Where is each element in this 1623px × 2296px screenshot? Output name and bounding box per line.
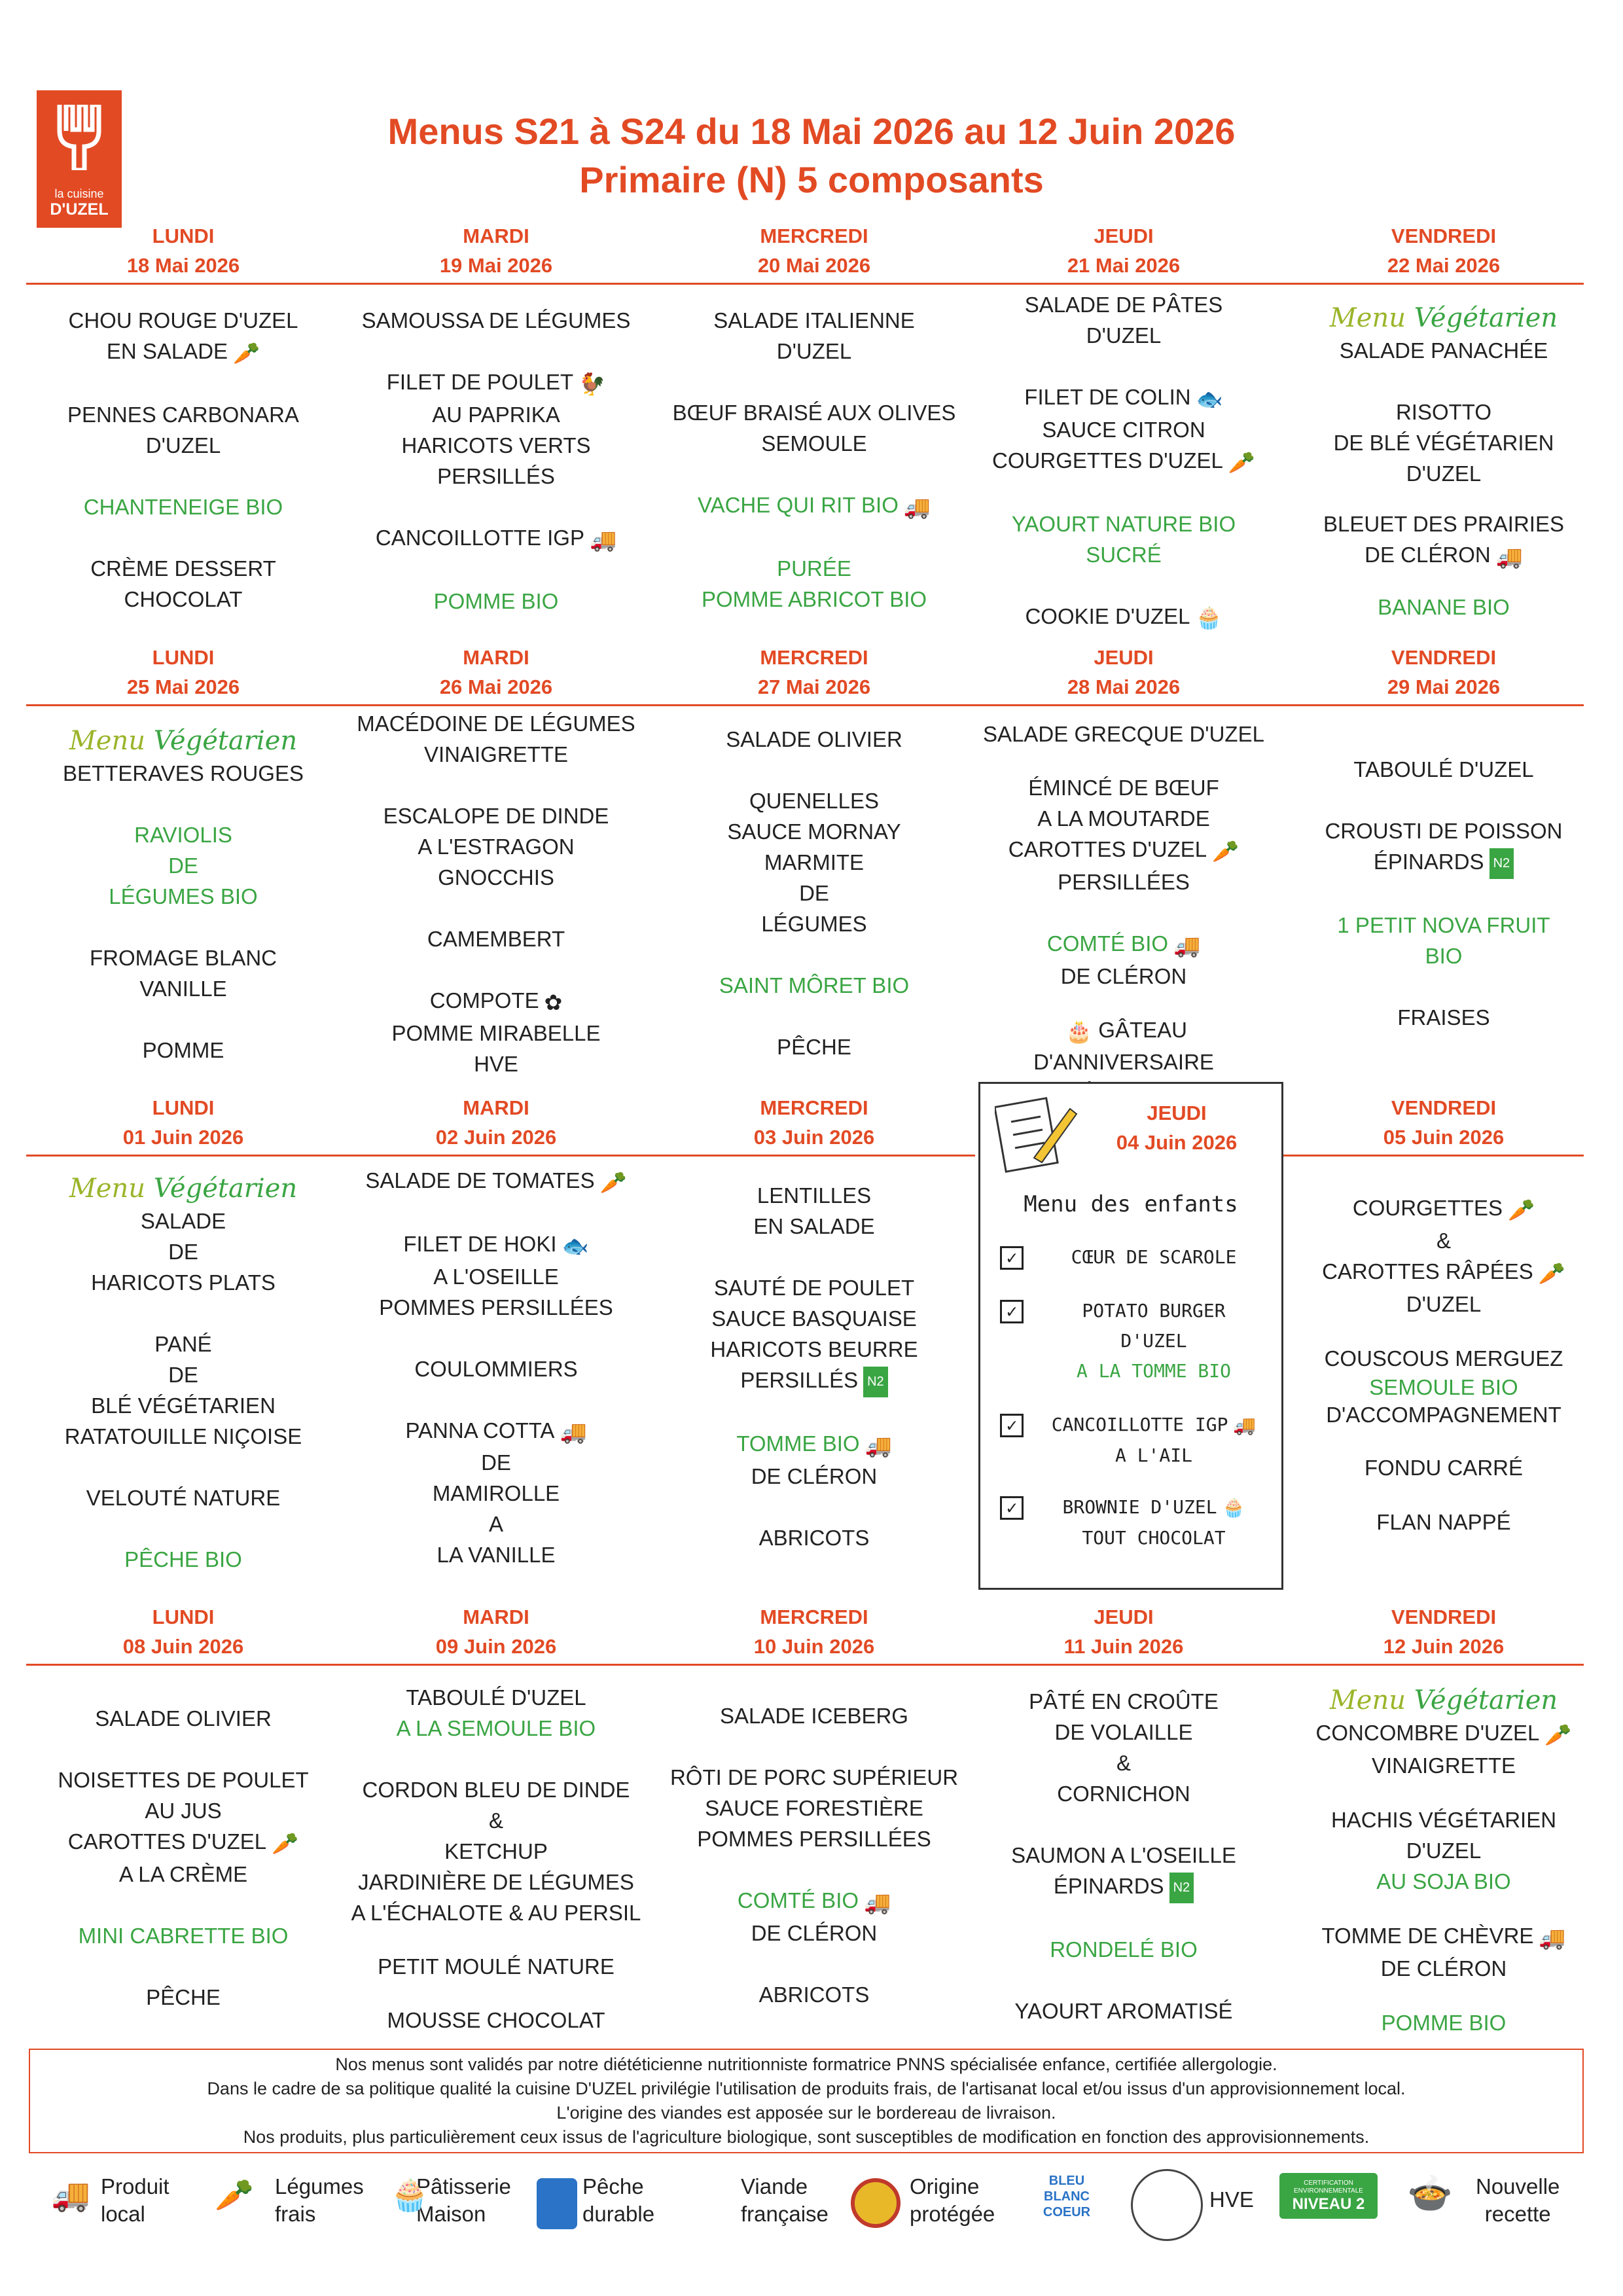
page-title: Menus S21 à S24 du 18 Mai 2026 au 12 Juin 2026 [387, 111, 1236, 152]
local-product-icon: 🚚 [1539, 1925, 1566, 1950]
checklist-icon [995, 1096, 1080, 1174]
week-divider [26, 704, 1584, 706]
local-product-icon: 🚚 [51, 2178, 90, 2213]
day-header: MERCREDI 27 Mai 2026 [757, 646, 871, 698]
day-header: LUNDI 01 Juin 2026 [122, 1096, 244, 1149]
menu-lundi-w1: CHOU ROUGE D'UZEL EN SALADE 🥕 PENNES CARBONARA D'UZEL CHANTENEIGE BIO CRÈME DESSERT CHOCOLAT [67, 308, 299, 611]
legend-french-meat: Viande française [741, 2174, 829, 2226]
day-header: MARDI 09 Juin 2026 [435, 1605, 557, 1658]
week-divider [26, 1155, 975, 1157]
menu-jeudi-w2: SALADE GRECQUE D'UZEL ÉMINCÉ DE BŒUF A LA MOUTARDE CAROTTES D'UZEL 🥕 PERSILLÉES COMTÉ BIO 🚚 DE CLÉRON 🎂 GÂTEAU D'ANNIVERSAIRE [983, 722, 1264, 1075]
local-product-icon: 🚚 [1233, 1414, 1257, 1436]
fresh-vegetables-icon: 🥕 [1228, 450, 1255, 475]
week-divider [26, 1664, 1584, 1666]
checkbox-icon: ✓ [1000, 1300, 1024, 1323]
menu-lundi-w4: SALADE OLIVIER NOISETTES DE POULET AU JUS CAROTTES D'UZEL 🥕 A LA CRÈME MINI CABRETTE BIO PÊCHE [58, 1706, 309, 2009]
day-header: MARDI 02 Juin 2026 [435, 1096, 557, 1149]
page-subtitle: Primaire (N) 5 composants [579, 159, 1044, 200]
legend-sustainable-fishing: Pêche durable [537, 2173, 654, 2228]
logo-line1: la cuisine [54, 187, 104, 200]
fresh-vegetables-icon: 🥕 [1538, 1261, 1565, 1285]
menu-mercredi-w4: SALADE ICEBERG RÔTI DE PORC SUPÉRIEUR SAUCE FORESTIÈRE POMMES PERSILLÉES COMTÉ BIO 🚚 DE CLÉRON ABRICOTS [669, 1704, 959, 2007]
checkbox-icon: ✓ [1000, 1414, 1024, 1437]
homemade-pastry-icon: 🧁 [390, 2178, 429, 2213]
day-header: MARDI 19 Mai 2026 [439, 224, 553, 277]
fresh-vegetables-icon: 🥕 [272, 1831, 299, 1856]
legend-homemade-pastry: 🧁 Pâtisserie Maison [390, 2174, 511, 2226]
checkbox-icon: ✓ [1000, 1246, 1024, 1270]
fresh-vegetables-icon: 🥕 [1508, 1197, 1535, 1222]
kids-menu-sheet: JEUDI 04 Juin 2026 Menu des enfants ✓ CŒUR DE SCAROLE ✓ POTATO BURGER D'UZEL A LA TOMME BIO ✓ CANCOILLOTTE IGP 🚚 A L'AIL ✓ BROWNIE D'UZEL 🧁 TOUT CHOCOLAT [978, 1082, 1283, 1590]
local-product-icon: 🚚 [1495, 544, 1523, 569]
day-header: MERCREDI 20 Mai 2026 [757, 224, 871, 277]
menu-jeudi-w4: PÂTÉ EN CROÛTE DE VOLAILLE & CORNICHON SAUMON A L'OSEILLE ÉPINARDS N2 RONDELÉ BIO YAOURT AROMATISÉ [1011, 1689, 1236, 2023]
hve-icon: ✿ [544, 990, 563, 1014]
menu-vendredi-w2: TABOULÉ D'UZEL CROUSTI DE POISSON ÉPINARDS N2 1 PETIT NOVA FRUIT BIO FRAISES [1325, 757, 1563, 1030]
vegetarian-menu-label: Menu Végétarien [1329, 303, 1558, 333]
day-header: JEUDI 04 Juin 2026 [1116, 1102, 1238, 1154]
certification-niveau2-icon: CERTIFICATION ENVIRONNEMENTALE NIVEAU 2 [1279, 2173, 1378, 2219]
logo-line2: D'UZEL [50, 200, 109, 219]
legend-certification [1279, 2173, 1378, 2219]
day-header: LUNDI 08 Juin 2026 [122, 1605, 244, 1658]
fresh-vegetables-icon: 🥕 [1544, 1722, 1572, 1747]
menu-lundi-w2: Menu Végétarien BETTERAVES ROUGES RAVIOLIS DE LÉGUMES BIO FROMAGE BLANC VANILLE POMME [29, 724, 337, 1066]
legend-bleu-blanc-coeur [1034, 2173, 1099, 2220]
vegetarian-menu-label: Menu Végétarien [69, 1174, 298, 1204]
menu-mercredi-w3: LENTILLES EN SALADE SAUTÉ DE POULET SAUCE BASQUAISE HARICOTS BEURRE PERSILLÉS N2 TOMME BIO 🚚 DE CLÉRON ABRICOTS [710, 1183, 918, 1550]
fresh-vegetables-icon: 🥕 [1212, 838, 1240, 863]
day-header: VENDREDI 22 Mai 2026 [1387, 224, 1501, 277]
fresh-vegetables-icon: 🥕 [599, 1170, 627, 1194]
legend-new-recipe: 🍲 Nouvelle recette [1407, 2172, 1560, 2226]
certification-niveau2-icon: N2 [1169, 1873, 1194, 1903]
french-meat-icon: 🐓 [579, 371, 606, 396]
certification-niveau2-icon: N2 [863, 1367, 888, 1397]
footer-notice: Nos menus sont validés par notre diététicienne nutritionniste formatrice PNNS spécialisée enfance, certifiée allergologie. Dans le cadre de sa politique qualité la cuisine D'UZEL privilégie l'utilisation de produits frais, de l'artisanat local et/ou issus d'un approvisionnement local. L'origine des viandes est apposée sur le bordereau de livraison. Nos produits, plus particulièrement ceux issus de l'agriculture biologique, sont susceptibles de modification en fonction des approvisionnements. [29, 2049, 1584, 2153]
week-divider [1283, 1155, 1584, 1157]
menu-vendredi-w4: Menu Végétarien CONCOMBRE D'UZEL 🥕 VINAIGRETTE HACHIS VÉGÉTARIEN D'UZEL AU SOJA BIO TOMME DE CHÈVRE 🚚 DE CLÉRON POMME BIO [1290, 1683, 1597, 2038]
day-header: LUNDI 18 Mai 2026 [126, 224, 240, 277]
vegetarian-menu-label: Menu Végétarien [69, 726, 298, 756]
certification-niveau2-icon: N2 [1489, 848, 1514, 879]
day-header: VENDREDI 29 Mai 2026 [1387, 646, 1501, 698]
menu-mardi-w2: MACÉDOINE DE LÉGUMES VINAIGRETTE ESCALOPE DE DINDE A L'ESTRAGON GNOCCHIS CAMEMBERT COMPOTE ✿ POMME MIRABELLE HVE [357, 711, 635, 1076]
sustainable-fishing-icon: 🐟 [1196, 386, 1223, 411]
day-header: JEUDI 21 Mai 2026 [1067, 224, 1181, 277]
fresh-vegetables-icon: 🥕 [215, 2178, 254, 2213]
legend-hve: HVE [1131, 2173, 1254, 2214]
legend-fresh-vegetables: 🥕 Légumes frais [215, 2174, 364, 2226]
day-header: MERCREDI 10 Juin 2026 [753, 1605, 875, 1658]
menu-mardi-w3: SALADE DE TOMATES 🥕 FILET DE HOKI 🐟 A L'OSEILLE POMMES PERSILLÉES COULOMMIERS PANNA COTTA 🚚 DE MAMIROLLE A LA VANILLE [342, 1165, 650, 1570]
menu-lundi-w3: Menu Végétarien SALADE DE HARICOTS PLATS PANÉ DE BLÉ VÉGÉTARIEN RATATOUILLE NIÇOISE VELOUTÉ NATURE PÊCHE BIO [29, 1172, 337, 1575]
bleu-blanc-coeur-icon: BLEU BLANC COEUR [1043, 2174, 1091, 2219]
day-header: LUNDI 25 Mai 2026 [126, 646, 240, 698]
menu-mardi-w4: TABOULÉ D'UZEL A LA SEMOULE BIO CORDON BLEU DE DINDE & KETCHUP JARDINIÈRE DE LÉGUMES A L'ÉCHALOTE & AU PERSIL PETIT MOULÉ NATURE MOUSSE CHOCOLAT [351, 1685, 641, 2032]
sustainable-fishing-icon: 🐟 [562, 1233, 589, 1258]
sustainable-fishing-icon [537, 2178, 577, 2229]
vegetarian-menu-label: Menu Végétarien [1329, 1685, 1558, 1715]
local-product-icon: 🚚 [903, 494, 931, 519]
day-header: MERCREDI 03 Juin 2026 [753, 1096, 875, 1149]
new-recipe-icon: 🍲 [1407, 2172, 1453, 2214]
birthday-cake-icon: 🎂 [1065, 1019, 1093, 1044]
day-header: JEUDI 28 Mai 2026 [1067, 646, 1181, 698]
legend-protected-origin: Origine protégée [851, 2173, 995, 2228]
legend-local-product: 🚚 Produit local [51, 2174, 169, 2226]
day-header: VENDREDI 05 Juin 2026 [1383, 1096, 1505, 1149]
protected-origin-icon [851, 2178, 901, 2228]
kids-menu-title: Menu des enfants [1024, 1191, 1238, 1217]
day-header: MARDI 26 Mai 2026 [439, 646, 553, 698]
menu-jeudi-w1: SALADE DE PÂTES D'UZEL FILET DE COLIN 🐟 SAUCE CITRON COURGETTES D'UZEL 🥕 YAOURT NATURE BIO SUCRÉ COOKIE D'UZEL 🧁 [970, 289, 1277, 633]
menu-vendredi-w3: COURGETTES 🥕 & CAROTTES RÂPÉES 🥕 D'UZEL COUSCOUS MERGUEZ SEMOULE BIO D'ACCOMPAGNEMENT FONDU CARRÉ FLAN NAPPÉ [1290, 1193, 1597, 1537]
fresh-vegetables-icon: 🥕 [233, 340, 260, 365]
day-header: JEUDI 11 Juin 2026 [1063, 1605, 1184, 1658]
homemade-pastry-icon: 🧁 [1195, 605, 1222, 630]
menu-mardi-w1: SAMOUSSA DE LÉGUMES FILET DE POULET 🐓 AU PAPRIKA HARICOTS VERTS PERSILLÉS CANCOILLOTTE IGP 🚚 POMME BIO [361, 308, 631, 613]
menu-mercredi-w1: SALADE ITALIENNE D'UZEL BŒUF BRAISÉ AUX OLIVES SEMOULE VACHE QUI RIT BIO 🚚 PURÉE POMME ABRICOT BIO [672, 308, 956, 611]
homemade-pastry-icon: 🧁 [1222, 1497, 1245, 1518]
local-product-icon: 🚚 [865, 1433, 892, 1458]
local-product-icon: 🚚 [560, 1420, 587, 1444]
local-product-icon: 🚚 [864, 1890, 891, 1914]
day-header: VENDREDI 12 Juin 2026 [1383, 1605, 1505, 1658]
menu-mercredi-w2: SALADE OLIVIER QUENELLES SAUCE MORNAY MARMITE DE LÉGUMES SAINT MÔRET BIO PÊCHE [719, 727, 910, 1059]
local-product-icon: 🚚 [589, 527, 617, 552]
hve-icon [1131, 2169, 1203, 2241]
checkbox-icon: ✓ [1000, 1496, 1024, 1520]
week-divider [26, 283, 1584, 285]
menu-vendredi-w1: Menu Végétarien SALADE PANACHÉE RISOTTO DE BLÉ VÉGÉTARIEN D'UZEL BLEUET DES PRAIRIES DE CLÉRON 🚚 BANANE BIO [1290, 301, 1597, 622]
local-product-icon: 🚚 [1173, 933, 1201, 958]
